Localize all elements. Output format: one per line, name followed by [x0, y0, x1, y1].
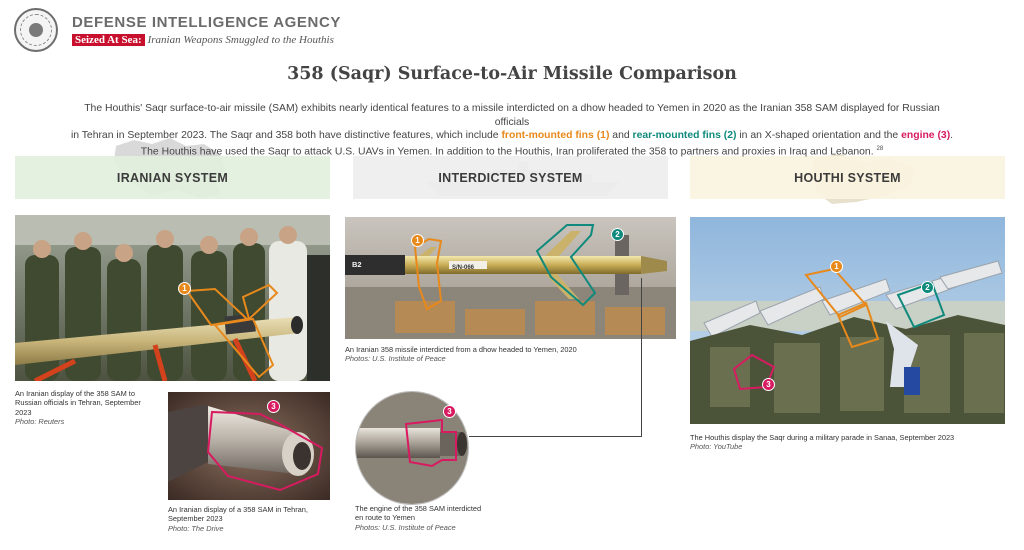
page-title: 358 (Saqr) Surface-to-Air Missile Comparison: [287, 64, 737, 84]
interdicted-missile-photo: [345, 217, 676, 339]
caption-credit: Photos: U.S. Institute of Peace: [355, 522, 456, 532]
intro-line-2-end: .: [950, 130, 954, 141]
interdicted-system-header: INTERDICTED SYSTEM: [353, 156, 668, 199]
connector-line-horizontal: [469, 436, 641, 437]
marker-2-rear-fins-interdicted: 2: [611, 228, 624, 241]
engine-highlight: engine (3): [901, 130, 951, 141]
footnote-ref: 28: [876, 145, 884, 152]
iranian-engine-caption: [168, 505, 328, 533]
houthi-system-header: HOUTHI SYSTEM: [690, 156, 1005, 199]
caption-text: The engine of the 358 SAM interdicted en route to Yemen: [355, 504, 482, 523]
intro-line-2-mid: in an X-shaped orientation and the: [736, 130, 902, 141]
series-title: Iranian Weapons Smuggled to the Houthis: [147, 34, 334, 46]
intro-line-2-start: in Tehran in September 2023. The Saqr and 358 both have distinctive features, which include: [70, 130, 502, 141]
caption-credit: Photos: U.S. Institute of Peace: [345, 354, 446, 364]
intro-and: and: [609, 130, 633, 141]
caption-credit: Photo: Reuters: [15, 416, 65, 426]
series-tag: Seized At Sea:: [72, 34, 145, 46]
brand-block: [72, 14, 341, 46]
caption-credit: Photo: The Drive: [168, 523, 224, 533]
marker-3-engine-houthi: 3: [762, 378, 775, 391]
iranian-engine-photo: [168, 392, 330, 500]
missile-marking-serial: S/N-066: [452, 265, 475, 271]
houthi-parade-caption: [690, 433, 1005, 452]
marker-2-rear-fins-houthi: 2: [921, 281, 934, 294]
marker-1-front-fins-interdicted: 1: [411, 234, 424, 247]
caption-text: The Houthis display the Saqr during a military parade in Sanaa, September 2023: [690, 433, 955, 442]
missile-marking-b2: B2: [352, 260, 362, 269]
header: [14, 8, 341, 52]
iranian-display-photo: [15, 215, 330, 381]
series-line: [72, 34, 341, 46]
marker-3-engine-iran: 3: [267, 400, 280, 413]
iranian-system-header: IRANIAN SYSTEM: [15, 156, 330, 199]
caption-text: An Iranian display of the 358 SAM to Russian officials in Tehran, September 2023: [15, 389, 141, 417]
intro-line-3: The Houthis have used the Saqr to attack U.S. UAVs in Yemen. In addition to the Houthis, Iran proliferated the 358 to partners and proxies in Iraq and Lebanon.: [140, 145, 874, 157]
intro-paragraph: [70, 102, 954, 158]
marker-1-front-fins-iran: 1: [178, 282, 191, 295]
marker-1-front-fins-houthi: 1: [830, 260, 843, 273]
interdicted-engine-caption: [355, 504, 485, 532]
rear-fins-highlight: rear-mounted fins (2): [632, 130, 737, 141]
intro-line-1: The Houthis' Saqr surface-to-air missile (SAM) exhibits nearly identical features to a missile interdicted on a dhow headed to Yemen in 2020 as the Iranian 358 SAM displayed for Russian officials: [84, 103, 940, 128]
houthi-parade-photo: [690, 217, 1005, 424]
caption-text: An Iranian 358 missile interdicted from a dhow headed to Yemen, 2020: [345, 345, 577, 354]
dia-seal-logo: [14, 8, 58, 52]
iranian-display-caption: [15, 389, 145, 426]
marker-3-engine-interdicted: 3: [443, 405, 456, 418]
caption-credit: Photo: YouTube: [690, 442, 743, 452]
front-fins-highlight: front-mounted fins (1): [501, 130, 610, 141]
caption-text: An Iranian display of a 358 SAM in Tehran, September 2023: [168, 505, 308, 524]
agency-name: DEFENSE INTELLIGENCE AGENCY: [72, 14, 342, 31]
connector-line-vertical: [641, 278, 642, 437]
interdicted-missile-caption: [345, 345, 645, 364]
